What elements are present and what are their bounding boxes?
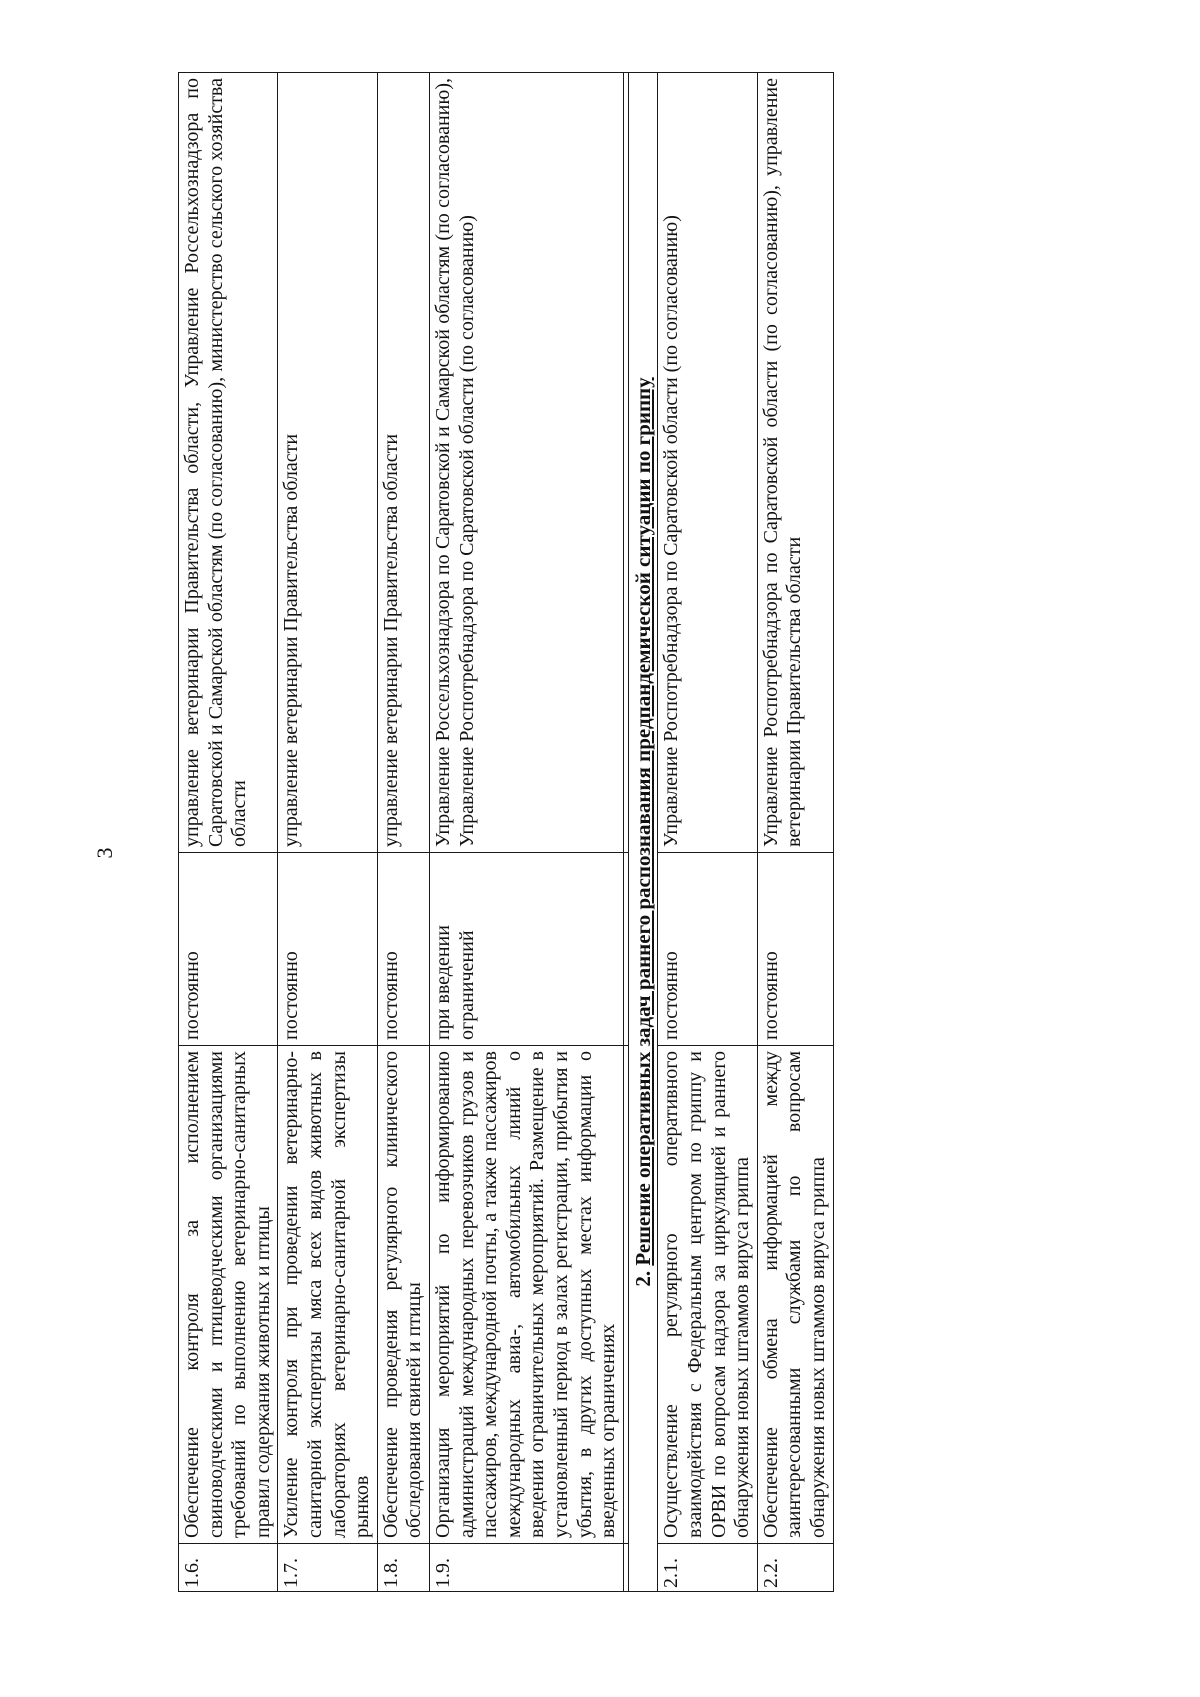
section-title: Решение оперативных задач раннего распознавания предпандемической ситуации по гриппу <box>630 377 655 1266</box>
row-task: Усиление контроля при проведении ветеринарно-санитарной экспертизы мяса всех видов животных в лабораториях ветеринарно-санитарной экспертизы рынков <box>278 1046 377 1544</box>
table-row <box>658 73 757 1592</box>
row-number: 2.1. <box>658 1544 757 1592</box>
table-row <box>278 73 377 1592</box>
row-responsible: управление ветеринарии Правительства области <box>377 73 429 853</box>
row-term: постоянно <box>757 853 833 1046</box>
row-term: постоянно <box>278 853 377 1046</box>
row-term: постоянно <box>377 853 429 1046</box>
table-wrapper <box>178 78 1183 1592</box>
section-heading-row <box>628 73 658 1592</box>
row-responsible: Управление Роспотребнадзора по Саратовской области (по согласованию) <box>658 73 757 853</box>
row-term: постоянно <box>658 853 757 1046</box>
row-number: 1.9. <box>429 1544 623 1592</box>
row-responsible: Управление Россельхознадзора по Саратовской и Самарской областям (по согласованию), Управление Роспотребнадзора по Саратовской области (по согласованию) <box>429 73 623 853</box>
page-number: 3 <box>92 847 117 859</box>
row-term: при введении ограничений <box>429 853 623 1046</box>
row-number: 1.7. <box>278 1544 377 1592</box>
table-row <box>429 73 623 1592</box>
row-term: постоянно <box>179 853 278 1046</box>
table-row <box>179 73 278 1592</box>
section-number: 2. <box>630 1270 655 1287</box>
row-task: Обеспечение контроля за исполнением свиноводческими и птицеводческими организациями требований по выполнению ветеринарно-санитарных правил содержания животных и птицы <box>179 1046 278 1544</box>
row-task: Обеспечение проведения регулярного клинического обследования свиней и птицы <box>377 1046 429 1544</box>
row-number: 1.8. <box>377 1544 429 1592</box>
rotated-table-container <box>178 78 1183 1592</box>
row-responsible: управление ветеринарии Правительства области <box>278 73 377 853</box>
row-number: 1.6. <box>179 1544 278 1592</box>
row-task: Обеспечение обмена информацией между заинтересованными службами по вопросам обнаружения новых штаммов вируса гриппа <box>757 1046 833 1544</box>
row-task: Осуществление регулярного оперативного взаимодействия с Федеральным центром по гриппу и ОРВИ по вопросам надзора за циркуляцией и раннего обнаружения новых штаммов вируса гриппа <box>658 1046 757 1544</box>
table-row <box>377 73 429 1592</box>
row-responsible: Управление Роспотребнадзора по Саратовской области (по согласованию), управление ветеринарии Правительства области <box>757 73 833 853</box>
row-responsible: управление ветеринарии Правительства области, Управление Россельхознадзора по Саратовской и Самарской областям (по согласованию), министерство сельского хозяйства области <box>179 73 278 853</box>
measures-table <box>178 72 834 1592</box>
section-heading <box>628 73 658 1592</box>
row-task: Организация мероприятий по информированию администраций международных перевозчиков грузов и пассажиров, международной почты, а также пассажиров международных авиа-, автомобильных линий о введении ограничительных мероприятий. Размещение в установленный период в залах регистрации, прибытия и убытия, в других доступных местах информации о введенных ограничениях <box>429 1046 623 1544</box>
table-row <box>757 73 833 1592</box>
row-number: 2.2. <box>757 1544 833 1592</box>
